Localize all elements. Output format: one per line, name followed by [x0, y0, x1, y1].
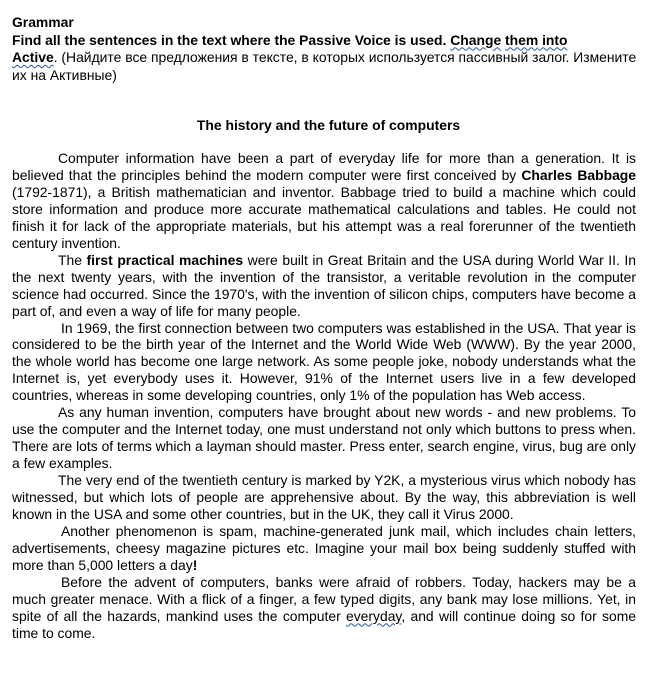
paragraph-1-text-b: (1792-1871), a British mathematician and inventor. Babbage tried to build a machine which could store information and produce more accurate mathematical calculations and tables. He could not finish it for lack of the appropriate materials, but his attempt was a real forerunner of the twentieth century invention. — [12, 183, 636, 251]
section-label: Grammar — [12, 14, 74, 30]
paragraph-1 — [12, 150, 636, 252]
text-body — [12, 150, 636, 642]
task-word-into: into — [538, 31, 568, 48]
task-header — [12, 14, 642, 84]
task-translation: . (Найдите все предложения в тексте, в которых используется пассивный залог. Измените их на Активные) — [12, 49, 637, 83]
paragraph-4-text: As any human invention, computers have brought about new words - and new problems. To use the computer and the Internet today, one must understand not only which buttons to press when. There are lots of terms which a layman should master. Press enter, search engine, virus, bug are only a few examples. — [12, 404, 636, 472]
paragraph-1-text-a: Computer information have been a part of everyday life for more than a generation. It is believed that the principles behind the modern computer were first conceived by — [12, 150, 636, 183]
paragraph-2-text-b: were built in Great Britain and the USA during World War II. In the next twenty years, with the invention of the transistor, a veritable revolution in the computer science had occurred. Since the 1970's, with the invention of silicon chips, computers have become a part of, and even a way of life for many people. — [12, 251, 636, 319]
paragraph-7-text-a: Before the advent of computers, banks were afraid of robbers. Today, hackers may be a much greater menace. With a flick of a finger, a few typed digits, any bank may lose millions. Yet, in spite of all the hazards, mankind uses the computer — [12, 573, 636, 624]
word-everyday: everyday — [346, 607, 402, 624]
paragraph-6-text: Another phenomenon is spam, machine-generated junk mail, which includes chain letters, advertisements, cheesy magazine pictures etc. Imagine your mail box being suddenly stuffed with more than 5,000 letters a day — [12, 522, 636, 573]
text-title: The history and the future of computers — [196, 117, 461, 133]
paragraph-3 — [12, 320, 636, 405]
paragraph-7-text-b: , and will continue doing so for some time to come. — [12, 607, 636, 641]
task-word-change: Change — [450, 31, 502, 48]
task-instruction-text: Find all the sentences in the text where the Passive Voice is used. — [12, 31, 451, 48]
task-word-active: Active — [12, 49, 54, 65]
term-first-practical-machines: first practical machines — [86, 251, 244, 268]
paragraph-7 — [12, 574, 636, 642]
paragraph-6 — [12, 523, 636, 574]
paragraph-4 — [12, 404, 636, 472]
paragraph-6-exclamation: ! — [192, 556, 198, 573]
paragraph-5 — [12, 472, 636, 523]
name-charles-babbage: Charles Babbage — [521, 166, 637, 183]
task-word-them: them — [505, 31, 539, 48]
paragraph-3-text: In 1969, the first connection between two computers was established in the USA. That year is considered to be the birth year of the Internet and the World Wide Web (WWW). By the year 2000, the whole world has become one large network. As some people joke, nobody understands what the Internet is, yet everybody uses it. However, 91% of the Internet users live in a few developed countries, whereas in some developing countries, only 1% of the population has Web access. — [12, 319, 636, 404]
paragraph-2-text-a: The — [58, 251, 87, 268]
paragraph-2 — [12, 252, 636, 320]
paragraph-5-text: The very end of the twentieth century is marked by Y2K, a mysterious virus which nobody has witnessed, but which lots of people are apprehensive about. By the way, this abbreviation is well known in the USA and some other countries, but in the UK, they call it Virus 2000. — [12, 472, 636, 523]
